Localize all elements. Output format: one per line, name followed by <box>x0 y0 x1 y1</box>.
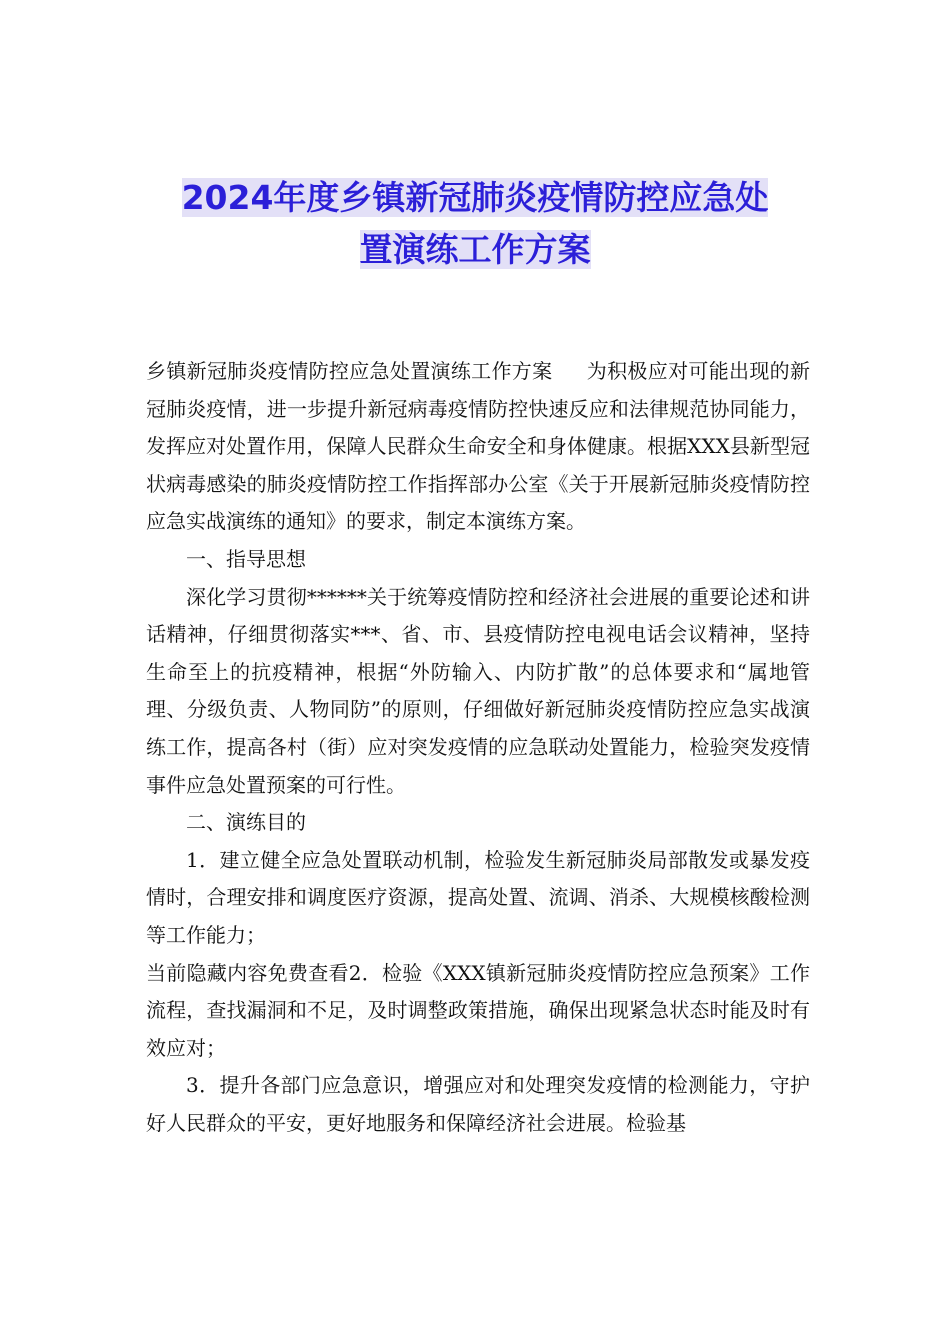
intro-lead: 乡镇新冠肺炎疫情防控应急处置演练工作方案 <box>146 359 553 383</box>
section-1-heading: 一、指导思想 <box>186 546 306 571</box>
title-line-2: 置演练工作方案 <box>359 230 591 269</box>
document-title <box>100 172 850 276</box>
section-1-paragraph: 深化学习贯彻******关于统筹疫情防控和经济社会进展的重要论述和讲话精神，仔细贯彻落实***、省、市、县疫情防控电视电话会议精神，坚持生命至上的抗疫精神，根据“外防输入、内防扩散”的总体要求和“属地管理、分级负责、人物同防”的原则，仔细做好新冠肺炎疫情防控应急实战演练工作，提高各村（街）应对突发疫情的应急联动处置能力，检验突发疫情事件应急处置预案的可行性。 <box>146 584 810 797</box>
section-2-item-2: 当前隐藏内容免费查看2．检验《XXX镇新冠肺炎疫情防控应急预案》工作流程，查找漏洞和不足，及时调整政策措施，确保出现紧急状态时能及时有效应对； <box>146 960 810 1060</box>
document-body <box>146 353 810 1142</box>
section-2-heading: 二、演练目的 <box>186 810 306 835</box>
intro-text: 为积极应对可能出现的新冠肺炎疫情，进一步提升新冠病毒疫情防控快速反应和法律规范协同能力，发挥应对处置作用，保障人民群众生命安全和身体健康。根据XXX县新型冠状病毒感染的肺炎疫情防控工作指挥部办公室《关于开展新冠肺炎疫情防控应急实战演练的通知》的要求，制定本演练方案。 <box>146 359 811 534</box>
intro-paragraph <box>146 353 810 541</box>
section-2-item-1: 1．建立健全应急处置联动机制，检验发生新冠肺炎局部散发或暴发疫情时，合理安排和调度医疗资源，提高处置、流调、消杀、大规模核酸检测等工作能力； <box>146 847 810 947</box>
section-2-item-3: 3．提升各部门应急意识，增强应对和处理突发疫情的检测能力，守护好人民群众的平安，更好地服务和保障经济社会进展。检验基 <box>146 1073 810 1135</box>
title-line-1: 2024年度乡镇新冠肺炎疫情防控应急处 <box>181 178 769 217</box>
